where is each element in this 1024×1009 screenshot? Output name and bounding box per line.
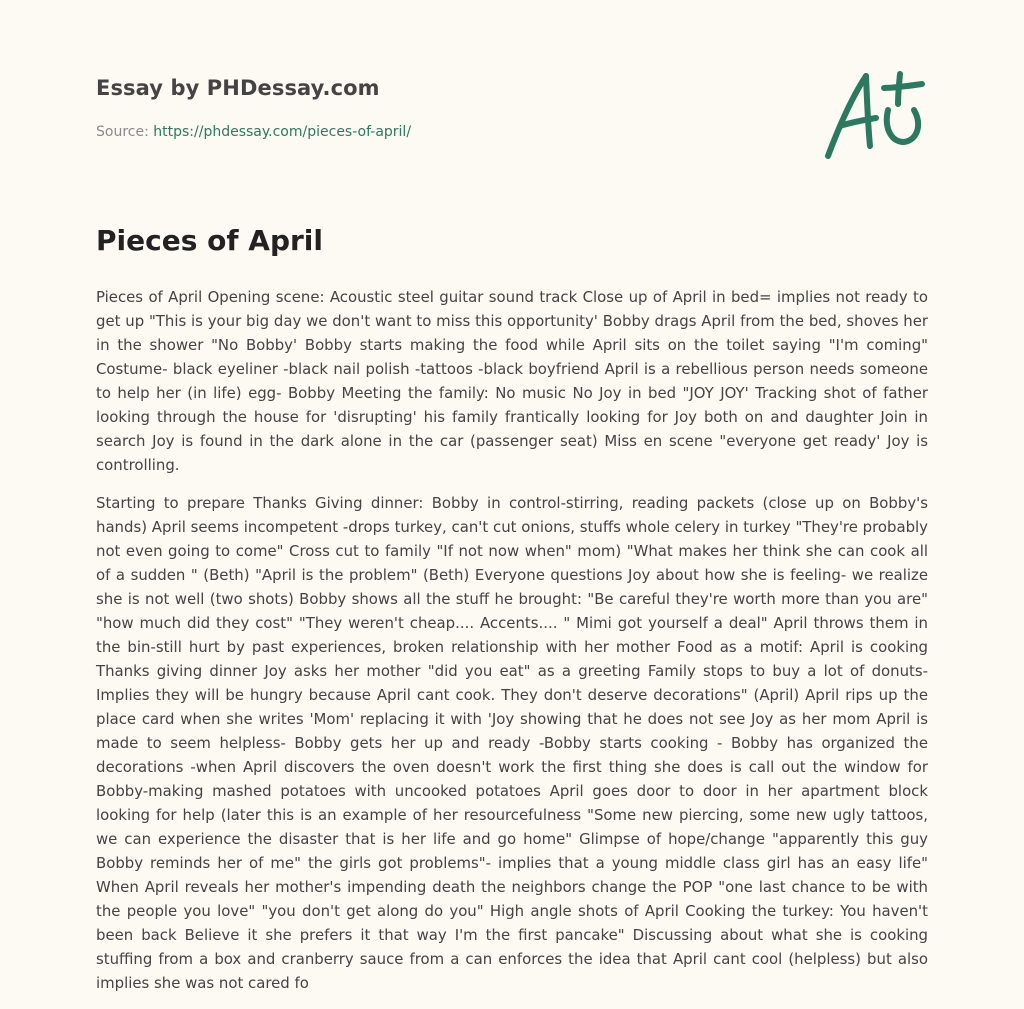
essay-body (96, 285, 928, 1009)
a-plus-logo-icon (818, 64, 930, 168)
essay-title: Pieces of April (96, 224, 323, 257)
essay-paragraph: Starting to prepare Thanks Giving dinner: Bobby in control-stirring, reading packets (close up on Bobby's hands) April seems incompetent -drops turkey, can't cut onions, stuffs whole celery in turkey "They're probably not even going to come" Cross cut to family "If not now when" mom) "What makes her think she can cook all of a sudden " (Beth) "April is the problem" (Beth) Everyone questions Joy about how she is feeling- we realize she is not well (two shots) Bobby shows all the stuff he brought: "Be careful they're worth more than you are" "how much did they cost" "They weren't cheap.... Accents.... " Mimi got yourself a deal" April throws them in the bin-still hurt by past experiences, broken relationship with her mother Food as a motif: April is cooking Thanks giving dinner Joy asks her mother "did you eat" as a greeting Family stops to buy a lot of donuts- Implies they will be hungry because April cant cook. They don't deserve decorations" (April) April rips up the place card when she writes 'Mom' replacing it with 'Joy showing that he does not see Joy as her mom April is made to seem helpless- Bobby gets her up and ready -Bobby starts cooking - Bobby has organized the decorations -when April discovers the oven doesn't work the first thing she does is call out the window for Bobby-making mashed potatoes with uncooked potatoes April goes door to door in her apartment block looking for help (later this is an example of her resourcefulness "Some new piercing, some new ugly tattoos, we can experience the disaster that is her life and go home" Glimpse of hope/change "apparently this guy Bobby reminds her of me" the girls got problems"- implies that a young middle class girl has an easy life" When April reveals her mother's impending death the neighbors change the POP "one last chance to be with the people you love" "you don't get along do you" High angle shots of April Cooking the turkey: You haven't been back Believe it she prefers it that way I'm the first pancake" Discussing about what she is cooking stuffing from a box and cranberry sauce from a can enforces the idea that April cant cool (helpless) but also implies she was not cared fo (96, 494, 928, 992)
site-header-title: Essay by PHDessay.com (96, 76, 380, 100)
source-line (96, 124, 411, 140)
essay-paragraph: Pieces of April Opening scene: Acoustic steel guitar sound track Close up of April in bed= implies not ready to get up "This is your big day we don't want to miss this opportunity' Bobby drags April from the bed, shoves her in the shower "No Bobby' Bobby starts making the food while April sits on the toilet saying "I'm coming" Costume- black eyeliner -black nail polish -tattoos -black boyfriend April is a rebellious person needs someone to help her (in life) egg- Bobby Meeting the family: No music No Joy in bed "JOY JOY' Tracking shot of father looking through the house for 'disrupting' his family frantically looking for Joy both on and daughter Join in search Joy is found in the dark alone in the car (passenger seat) Miss en scene "everyone get ready' Joy is controlling. (96, 288, 928, 474)
source-label: Source: (96, 124, 149, 140)
source-link[interactable]: https://phdessay.com/pieces-of-april/ (153, 124, 412, 140)
